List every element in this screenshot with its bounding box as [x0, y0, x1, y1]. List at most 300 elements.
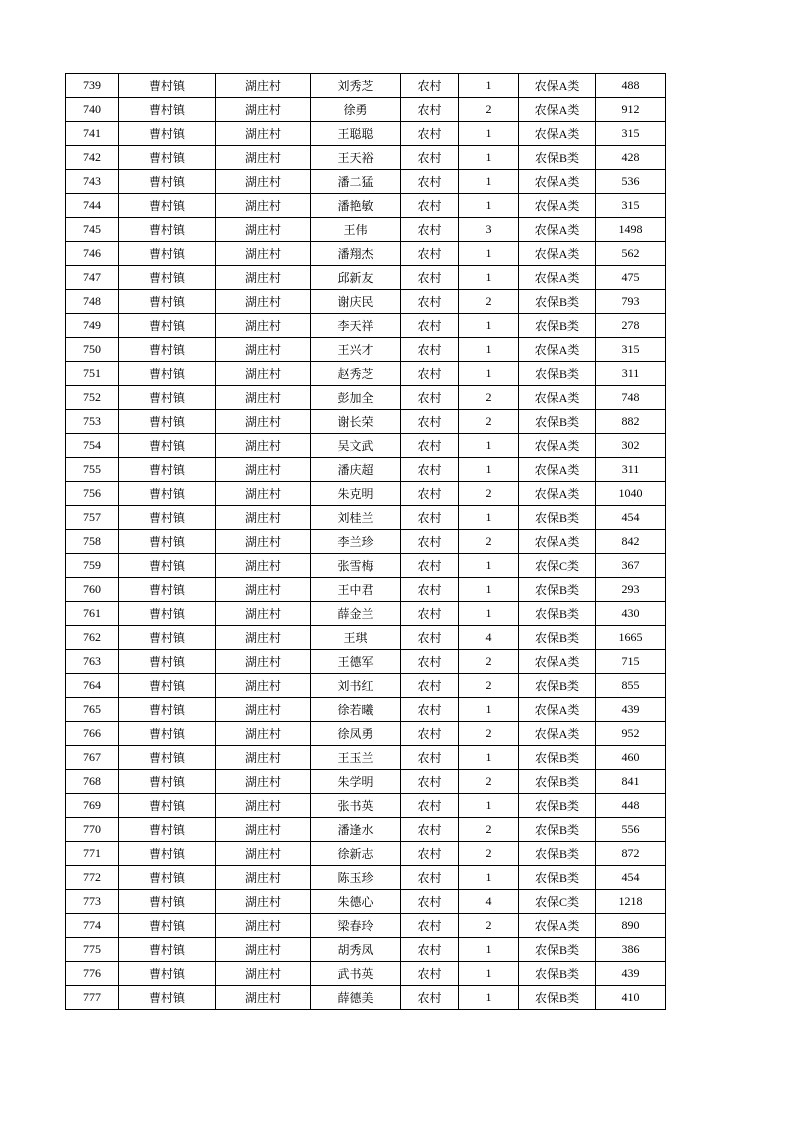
cell-count: 1 [459, 746, 519, 770]
cell-residence: 农村 [401, 98, 459, 122]
cell-town: 曹村镇 [119, 98, 216, 122]
cell-name: 潘艳敏 [311, 194, 401, 218]
cell-residence: 农村 [401, 74, 459, 98]
cell-category: 农保A类 [519, 218, 596, 242]
cell-residence: 农村 [401, 314, 459, 338]
cell-name: 潘翔杰 [311, 242, 401, 266]
cell-residence: 农村 [401, 122, 459, 146]
cell-amount: 536 [596, 170, 666, 194]
cell-village: 湖庄村 [216, 74, 311, 98]
cell-category: 农保A类 [519, 914, 596, 938]
cell-serial: 767 [66, 746, 119, 770]
cell-count: 2 [459, 818, 519, 842]
table-row [66, 122, 666, 146]
cell-town: 曹村镇 [119, 698, 216, 722]
cell-amount: 311 [596, 458, 666, 482]
cell-category: 农保A类 [519, 650, 596, 674]
cell-town: 曹村镇 [119, 602, 216, 626]
cell-count: 4 [459, 626, 519, 650]
cell-count: 1 [459, 266, 519, 290]
cell-village: 湖庄村 [216, 506, 311, 530]
cell-amount: 715 [596, 650, 666, 674]
cell-village: 湖庄村 [216, 362, 311, 386]
cell-residence: 农村 [401, 794, 459, 818]
cell-count: 1 [459, 458, 519, 482]
cell-amount: 556 [596, 818, 666, 842]
cell-residence: 农村 [401, 602, 459, 626]
cell-town: 曹村镇 [119, 434, 216, 458]
cell-amount: 311 [596, 362, 666, 386]
cell-town: 曹村镇 [119, 914, 216, 938]
table-row [66, 554, 666, 578]
cell-village: 湖庄村 [216, 890, 311, 914]
cell-residence: 农村 [401, 914, 459, 938]
cell-count: 1 [459, 242, 519, 266]
cell-category: 农保A类 [519, 482, 596, 506]
cell-amount: 439 [596, 698, 666, 722]
cell-serial: 741 [66, 122, 119, 146]
cell-count: 1 [459, 362, 519, 386]
cell-residence: 农村 [401, 554, 459, 578]
cell-serial: 777 [66, 986, 119, 1010]
cell-name: 李天祥 [311, 314, 401, 338]
cell-amount: 302 [596, 434, 666, 458]
cell-residence: 农村 [401, 578, 459, 602]
table-row [66, 698, 666, 722]
cell-amount: 952 [596, 722, 666, 746]
cell-name: 朱德心 [311, 890, 401, 914]
table-row [66, 866, 666, 890]
cell-amount: 890 [596, 914, 666, 938]
cell-count: 2 [459, 290, 519, 314]
cell-category: 农保C类 [519, 554, 596, 578]
cell-category: 农保B类 [519, 962, 596, 986]
table-row [66, 194, 666, 218]
cell-town: 曹村镇 [119, 578, 216, 602]
cell-village: 湖庄村 [216, 410, 311, 434]
cell-serial: 745 [66, 218, 119, 242]
cell-amount: 315 [596, 338, 666, 362]
cell-name: 赵秀芝 [311, 362, 401, 386]
cell-category: 农保A类 [519, 170, 596, 194]
cell-amount: 367 [596, 554, 666, 578]
cell-category: 农保A类 [519, 194, 596, 218]
cell-count: 1 [459, 338, 519, 362]
cell-category: 农保B类 [519, 314, 596, 338]
table-row [66, 914, 666, 938]
cell-name: 张雪梅 [311, 554, 401, 578]
cell-count: 1 [459, 794, 519, 818]
cell-town: 曹村镇 [119, 482, 216, 506]
cell-serial: 755 [66, 458, 119, 482]
cell-amount: 386 [596, 938, 666, 962]
table-row [66, 386, 666, 410]
cell-village: 湖庄村 [216, 98, 311, 122]
cell-name: 张书英 [311, 794, 401, 818]
cell-count: 1 [459, 122, 519, 146]
cell-residence: 农村 [401, 746, 459, 770]
cell-count: 2 [459, 530, 519, 554]
cell-amount: 855 [596, 674, 666, 698]
table-row [66, 218, 666, 242]
cell-name: 刘书红 [311, 674, 401, 698]
cell-category: 农保A类 [519, 338, 596, 362]
cell-village: 湖庄村 [216, 530, 311, 554]
cell-count: 2 [459, 914, 519, 938]
table-row [66, 986, 666, 1010]
cell-category: 农保B类 [519, 818, 596, 842]
cell-name: 潘庆超 [311, 458, 401, 482]
table-row [66, 338, 666, 362]
cell-amount: 1665 [596, 626, 666, 650]
cell-count: 2 [459, 386, 519, 410]
cell-residence: 农村 [401, 458, 459, 482]
table-row [66, 170, 666, 194]
cell-serial: 752 [66, 386, 119, 410]
cell-village: 湖庄村 [216, 434, 311, 458]
cell-village: 湖庄村 [216, 602, 311, 626]
cell-village: 湖庄村 [216, 290, 311, 314]
cell-category: 农保A类 [519, 266, 596, 290]
table-row [66, 818, 666, 842]
cell-category: 农保B类 [519, 626, 596, 650]
cell-village: 湖庄村 [216, 554, 311, 578]
cell-village: 湖庄村 [216, 194, 311, 218]
cell-amount: 460 [596, 746, 666, 770]
cell-residence: 农村 [401, 386, 459, 410]
table-row [66, 98, 666, 122]
cell-serial: 775 [66, 938, 119, 962]
cell-residence: 农村 [401, 410, 459, 434]
cell-category: 农保B类 [519, 578, 596, 602]
cell-town: 曹村镇 [119, 770, 216, 794]
cell-count: 1 [459, 866, 519, 890]
cell-count: 1 [459, 170, 519, 194]
table-row [66, 578, 666, 602]
cell-amount: 841 [596, 770, 666, 794]
cell-serial: 773 [66, 890, 119, 914]
cell-residence: 农村 [401, 650, 459, 674]
cell-town: 曹村镇 [119, 674, 216, 698]
cell-count: 1 [459, 554, 519, 578]
cell-town: 曹村镇 [119, 890, 216, 914]
cell-amount: 562 [596, 242, 666, 266]
cell-residence: 农村 [401, 434, 459, 458]
cell-village: 湖庄村 [216, 842, 311, 866]
cell-residence: 农村 [401, 362, 459, 386]
cell-amount: 430 [596, 602, 666, 626]
cell-village: 湖庄村 [216, 626, 311, 650]
cell-serial: 764 [66, 674, 119, 698]
cell-serial: 768 [66, 770, 119, 794]
cell-category: 农保A类 [519, 458, 596, 482]
cell-town: 曹村镇 [119, 458, 216, 482]
cell-count: 1 [459, 962, 519, 986]
cell-village: 湖庄村 [216, 986, 311, 1010]
cell-count: 2 [459, 650, 519, 674]
cell-village: 湖庄村 [216, 578, 311, 602]
cell-name: 王伟 [311, 218, 401, 242]
cell-residence: 农村 [401, 194, 459, 218]
cell-category: 农保B类 [519, 986, 596, 1010]
cell-serial: 747 [66, 266, 119, 290]
cell-serial: 766 [66, 722, 119, 746]
table-row [66, 506, 666, 530]
cell-count: 2 [459, 674, 519, 698]
cell-town: 曹村镇 [119, 146, 216, 170]
cell-town: 曹村镇 [119, 410, 216, 434]
cell-amount: 488 [596, 74, 666, 98]
cell-name: 薛德美 [311, 986, 401, 1010]
cell-town: 曹村镇 [119, 986, 216, 1010]
cell-amount: 278 [596, 314, 666, 338]
cell-name: 谢长荣 [311, 410, 401, 434]
table-row [66, 530, 666, 554]
cell-village: 湖庄村 [216, 170, 311, 194]
cell-residence: 农村 [401, 866, 459, 890]
cell-serial: 743 [66, 170, 119, 194]
cell-village: 湖庄村 [216, 458, 311, 482]
cell-category: 农保B类 [519, 746, 596, 770]
table-row [66, 290, 666, 314]
cell-town: 曹村镇 [119, 362, 216, 386]
cell-name: 刘秀芝 [311, 74, 401, 98]
cell-name: 李兰珍 [311, 530, 401, 554]
cell-village: 湖庄村 [216, 146, 311, 170]
cell-serial: 772 [66, 866, 119, 890]
cell-amount: 454 [596, 506, 666, 530]
cell-village: 湖庄村 [216, 866, 311, 890]
cell-town: 曹村镇 [119, 290, 216, 314]
cell-category: 农保A类 [519, 434, 596, 458]
cell-village: 湖庄村 [216, 386, 311, 410]
cell-serial: 754 [66, 434, 119, 458]
table-row [66, 410, 666, 434]
cell-category: 农保A类 [519, 74, 596, 98]
cell-count: 1 [459, 938, 519, 962]
cell-town: 曹村镇 [119, 122, 216, 146]
cell-serial: 758 [66, 530, 119, 554]
cell-residence: 农村 [401, 170, 459, 194]
cell-town: 曹村镇 [119, 746, 216, 770]
cell-residence: 农村 [401, 674, 459, 698]
cell-town: 曹村镇 [119, 842, 216, 866]
cell-serial: 760 [66, 578, 119, 602]
cell-name: 潘二猛 [311, 170, 401, 194]
cell-serial: 770 [66, 818, 119, 842]
cell-name: 徐勇 [311, 98, 401, 122]
cell-count: 1 [459, 194, 519, 218]
table-row [66, 890, 666, 914]
table-row [66, 74, 666, 98]
cell-town: 曹村镇 [119, 386, 216, 410]
table-row [66, 674, 666, 698]
table-row [66, 434, 666, 458]
cell-name: 王琪 [311, 626, 401, 650]
table-row [66, 650, 666, 674]
table-row [66, 770, 666, 794]
cell-category: 农保A类 [519, 122, 596, 146]
cell-village: 湖庄村 [216, 818, 311, 842]
cell-village: 湖庄村 [216, 770, 311, 794]
cell-village: 湖庄村 [216, 698, 311, 722]
table-row [66, 626, 666, 650]
table-row [66, 602, 666, 626]
cell-town: 曹村镇 [119, 74, 216, 98]
cell-category: 农保A类 [519, 698, 596, 722]
cell-village: 湖庄村 [216, 746, 311, 770]
cell-name: 朱学明 [311, 770, 401, 794]
table-row [66, 362, 666, 386]
cell-amount: 293 [596, 578, 666, 602]
cell-serial: 746 [66, 242, 119, 266]
cell-name: 邱新友 [311, 266, 401, 290]
cell-amount: 439 [596, 962, 666, 986]
cell-amount: 315 [596, 122, 666, 146]
cell-residence: 农村 [401, 218, 459, 242]
cell-count: 2 [459, 722, 519, 746]
cell-count: 1 [459, 314, 519, 338]
cell-name: 王中君 [311, 578, 401, 602]
cell-residence: 农村 [401, 242, 459, 266]
cell-residence: 农村 [401, 338, 459, 362]
cell-serial: 751 [66, 362, 119, 386]
cell-residence: 农村 [401, 290, 459, 314]
cell-count: 2 [459, 770, 519, 794]
cell-category: 农保B类 [519, 506, 596, 530]
cell-town: 曹村镇 [119, 338, 216, 362]
cell-amount: 1218 [596, 890, 666, 914]
cell-village: 湖庄村 [216, 914, 311, 938]
cell-amount: 872 [596, 842, 666, 866]
cell-serial: 740 [66, 98, 119, 122]
table-row [66, 938, 666, 962]
table-row [66, 146, 666, 170]
cell-town: 曹村镇 [119, 962, 216, 986]
table-row [66, 794, 666, 818]
cell-amount: 475 [596, 266, 666, 290]
cell-amount: 410 [596, 986, 666, 1010]
cell-name: 王天裕 [311, 146, 401, 170]
cell-town: 曹村镇 [119, 218, 216, 242]
cell-category: 农保A类 [519, 530, 596, 554]
cell-town: 曹村镇 [119, 314, 216, 338]
cell-village: 湖庄村 [216, 266, 311, 290]
cell-count: 1 [459, 698, 519, 722]
table-row [66, 266, 666, 290]
cell-village: 湖庄村 [216, 218, 311, 242]
cell-serial: 774 [66, 914, 119, 938]
table-row [66, 722, 666, 746]
cell-name: 薛金兰 [311, 602, 401, 626]
cell-category: 农保B类 [519, 938, 596, 962]
cell-residence: 农村 [401, 506, 459, 530]
cell-serial: 762 [66, 626, 119, 650]
cell-residence: 农村 [401, 986, 459, 1010]
cell-village: 湖庄村 [216, 722, 311, 746]
cell-count: 1 [459, 986, 519, 1010]
cell-residence: 农村 [401, 842, 459, 866]
cell-count: 2 [459, 98, 519, 122]
cell-town: 曹村镇 [119, 866, 216, 890]
cell-residence: 农村 [401, 482, 459, 506]
table-row [66, 482, 666, 506]
cell-village: 湖庄村 [216, 674, 311, 698]
cell-serial: 759 [66, 554, 119, 578]
cell-serial: 749 [66, 314, 119, 338]
cell-amount: 1498 [596, 218, 666, 242]
cell-name: 王玉兰 [311, 746, 401, 770]
table-row [66, 842, 666, 866]
cell-count: 2 [459, 842, 519, 866]
cell-town: 曹村镇 [119, 794, 216, 818]
cell-residence: 农村 [401, 722, 459, 746]
cell-count: 1 [459, 602, 519, 626]
cell-village: 湖庄村 [216, 338, 311, 362]
cell-serial: 765 [66, 698, 119, 722]
cell-count: 1 [459, 506, 519, 530]
table-row [66, 458, 666, 482]
cell-category: 农保B类 [519, 602, 596, 626]
cell-serial: 753 [66, 410, 119, 434]
cell-count: 1 [459, 434, 519, 458]
table-body [66, 74, 666, 1010]
cell-village: 湖庄村 [216, 962, 311, 986]
cell-village: 湖庄村 [216, 242, 311, 266]
cell-serial: 748 [66, 290, 119, 314]
cell-village: 湖庄村 [216, 482, 311, 506]
cell-count: 1 [459, 74, 519, 98]
cell-category: 农保B类 [519, 410, 596, 434]
cell-town: 曹村镇 [119, 266, 216, 290]
cell-serial: 763 [66, 650, 119, 674]
cell-category: 农保B类 [519, 290, 596, 314]
cell-village: 湖庄村 [216, 650, 311, 674]
cell-count: 2 [459, 410, 519, 434]
cell-amount: 428 [596, 146, 666, 170]
cell-amount: 882 [596, 410, 666, 434]
cell-category: 农保B类 [519, 794, 596, 818]
cell-name: 刘桂兰 [311, 506, 401, 530]
cell-name: 彭加全 [311, 386, 401, 410]
cell-name: 梁春玲 [311, 914, 401, 938]
cell-village: 湖庄村 [216, 938, 311, 962]
cell-name: 武书英 [311, 962, 401, 986]
cell-amount: 454 [596, 866, 666, 890]
cell-name: 徐凤勇 [311, 722, 401, 746]
cell-serial: 757 [66, 506, 119, 530]
cell-amount: 842 [596, 530, 666, 554]
cell-serial: 744 [66, 194, 119, 218]
cell-town: 曹村镇 [119, 242, 216, 266]
cell-residence: 农村 [401, 530, 459, 554]
cell-residence: 农村 [401, 626, 459, 650]
cell-town: 曹村镇 [119, 194, 216, 218]
cell-amount: 748 [596, 386, 666, 410]
cell-amount: 793 [596, 290, 666, 314]
cell-village: 湖庄村 [216, 122, 311, 146]
cell-category: 农保B类 [519, 770, 596, 794]
cell-town: 曹村镇 [119, 554, 216, 578]
cell-category: 农保A类 [519, 722, 596, 746]
cell-town: 曹村镇 [119, 938, 216, 962]
cell-category: 农保B类 [519, 674, 596, 698]
cell-name: 王聪聪 [311, 122, 401, 146]
cell-town: 曹村镇 [119, 506, 216, 530]
table-row [66, 746, 666, 770]
cell-count: 1 [459, 146, 519, 170]
cell-category: 农保B类 [519, 362, 596, 386]
